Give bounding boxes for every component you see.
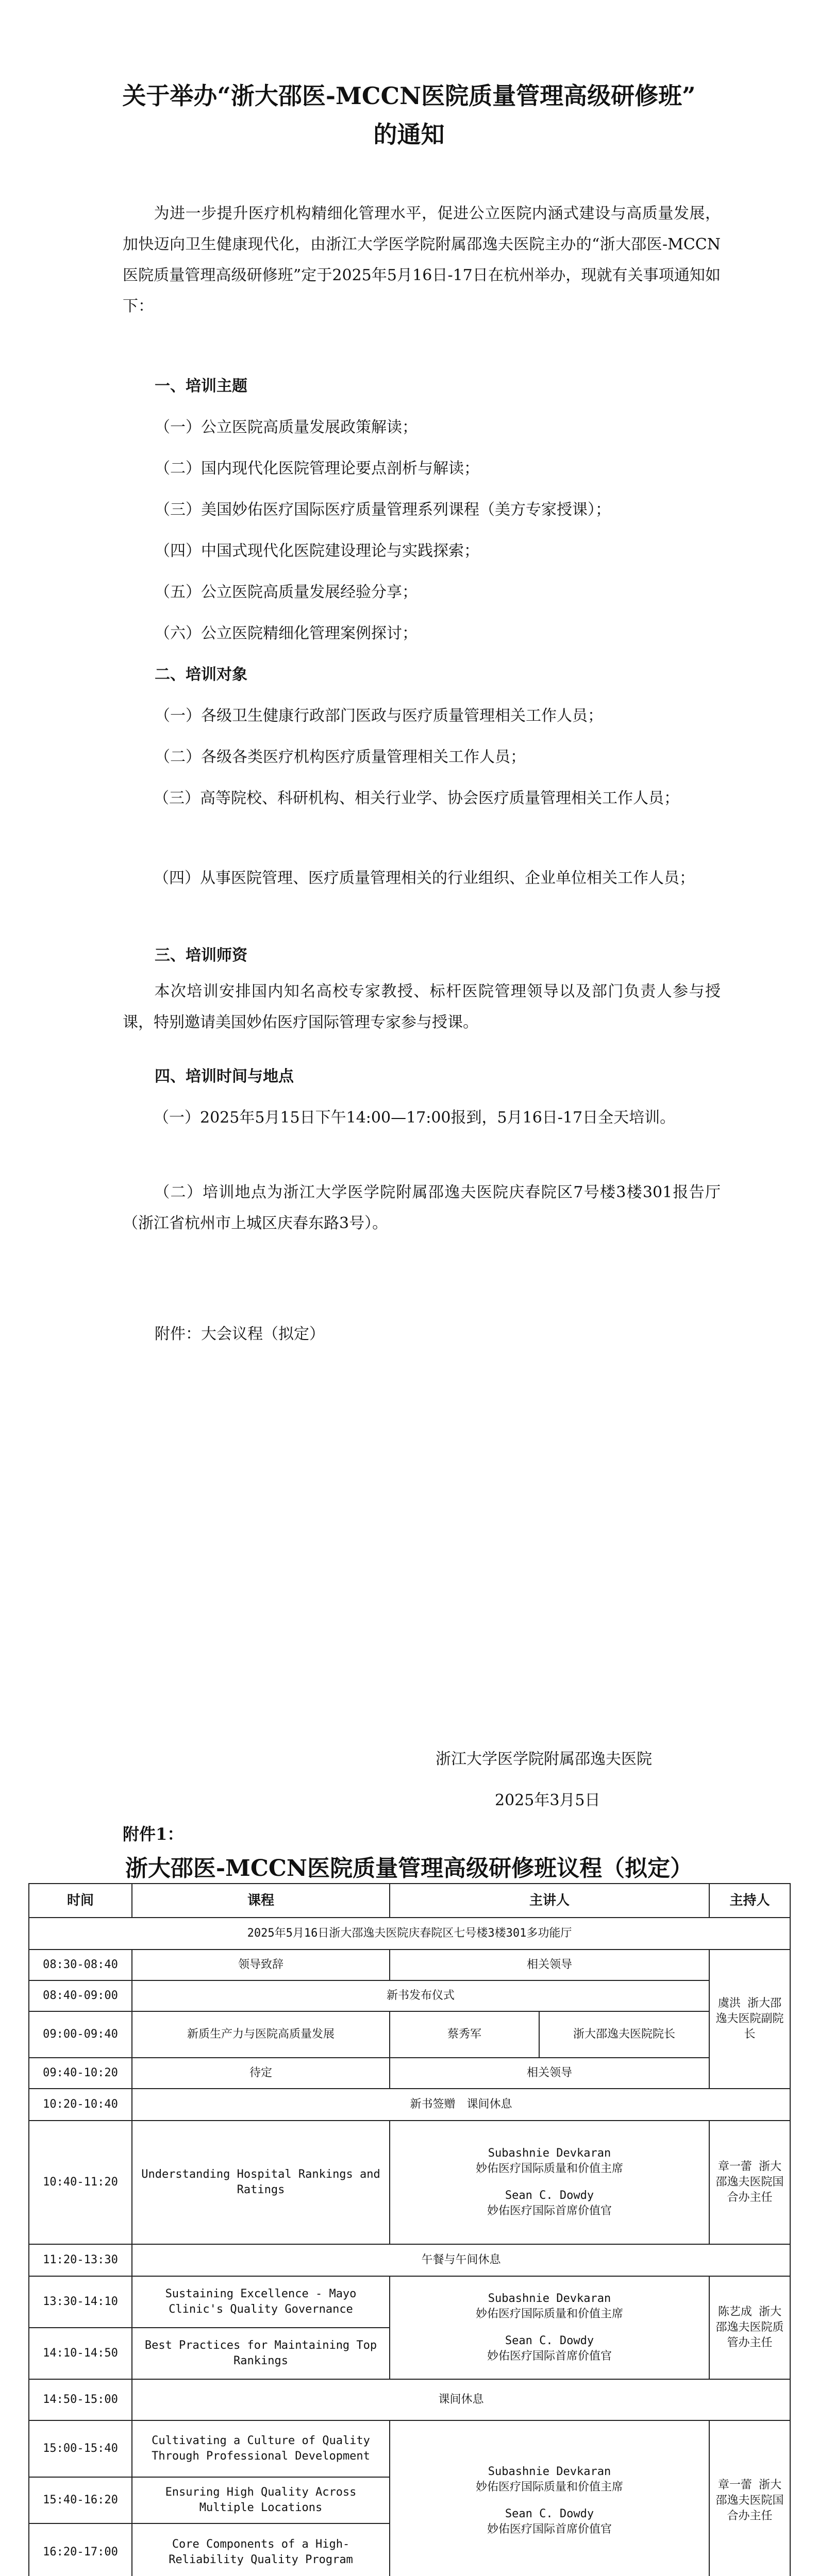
audience-item: （四）从事医院管理、医疗质量管理相关的行业组织、企业单位相关工作人员； [154, 869, 695, 887]
header-course: 课程 [132, 1884, 390, 1918]
table-row: 13:30-14:10 Sustaining Excellence - Mayo Clinic's Quality Governance Subashnie Devkaran 妙佑医疗国际质量和价值主席 Sean C. Dowdy 妙佑医疗国际首席价值官 陈艺成 浙大邵逸夫医院质管办主任 [29, 2276, 790, 2328]
signing-organization: 浙江大学医学院附属邵逸夫医院 [436, 1750, 652, 1768]
table-row: 11:20-13:30 午餐与午间休息 [29, 2244, 790, 2276]
venue-item: （二）培训地点为浙江大学医学院附属邵逸夫医院庆春院区7号楼3楼301报告厅（浙江省杭州市上城区庆春东路3号）。 [123, 1183, 721, 1232]
speaker-cell: Subashnie Devkaran 妙佑医疗国际质量和价值主席 Sean C. Dowdy 妙佑医疗国际首席价值官 [390, 2420, 709, 2576]
table-row: 10:40-11:20 Understanding Hospital Rankings and Ratings Subashnie Devkaran 妙佑医疗国际质量和价值主席 Sean C. Dowdy 妙佑医疗国际首席价值官 章一蕾 浙大邵逸夫医院国合办主任 [29, 2121, 790, 2244]
intro-text: 为进一步提升医疗机构精细化管理水平，促进公立医院内涵式建设与高质量发展，加快迈向卫生健康现代化，由浙江大学医学院附属邵逸夫医院主办的“浙大邵医-MCCN医院质量管理高级研修班”定于2025年5月16日-17日在杭州举办，现就有关事项通知如下： [123, 205, 721, 315]
table-row: 09:00-09:40 新质生产力与医院高质量发展 蔡秀军 浙大邵逸夫医院院长 [29, 2011, 790, 2058]
attachment-label: 附件1： [123, 1824, 184, 1844]
topic-item: （五）公立医院高质量发展经验分享； [155, 583, 418, 601]
topic-item: （三）美国妙佑医疗国际医疗质量管理系列课程（美方专家授课）； [155, 501, 611, 519]
audience-item: （三）高等院校、科研机构、相关行业学、协会医疗质量管理相关工作人员； [154, 789, 679, 807]
speaker-cell: Subashnie Devkaran 妙佑医疗国际质量和价值主席 Sean C. Dowdy 妙佑医疗国际首席价值官 [390, 2121, 709, 2244]
attachment-note: 附件：大会议程（拟定） [155, 1325, 325, 1343]
header-speaker: 主讲人 [390, 1884, 709, 1918]
signing-date: 2025年3月5日 [495, 1791, 600, 1809]
agenda-title: 浙大邵医-MCCN医院质量管理高级研修班议程（拟定） [125, 1855, 693, 1882]
section4-heading: 四、培训时间与地点 [155, 1067, 294, 1086]
document-title-line1: 关于举办“浙大邵医-MCCN医院质量管理高级研修班” [122, 82, 696, 110]
intro-paragraph [123, 198, 721, 322]
table-row: 09:40-10:20 待定 相关领导 [29, 2058, 790, 2089]
day1-banner: 2025年5月16日浙大邵逸夫医院庆春院区七号楼3楼301多功能厅 [29, 1918, 790, 1950]
speaker-cell: Subashnie Devkaran 妙佑医疗国际质量和价值主席 Sean C. Dowdy 妙佑医疗国际首席价值官 [390, 2276, 709, 2379]
header-time: 时间 [29, 1884, 132, 1918]
table-row: 08:30-08:40 领导致辞 相关领导 虞洪 浙大邵逸夫医院副院长 [29, 1950, 790, 1980]
faculty-paragraph: 本次培训安排国内知名高校专家教授、标杆医院管理领导以及部门负责人参与授课，特别邀请美国妙佑医疗国际管理专家参与授课。 [123, 982, 721, 1031]
audience-item: （一）各级卫生健康行政部门医政与医疗质量管理相关工作人员； [155, 707, 603, 725]
topic-item: （二）国内现代化医院管理论要点剖析与解读； [155, 460, 479, 478]
day1-host1: 虞洪 浙大邵逸夫医院副院长 [709, 1950, 790, 2089]
topic-item: （一）公立医院高质量发展政策解读； [155, 418, 418, 436]
topic-item: （四）中国式现代化医院建设理论与实践探索； [155, 542, 479, 560]
document-title-line2: 的通知 [373, 121, 445, 148]
section1-heading: 一、培训主题 [155, 377, 247, 395]
audience-item: （二）各级各类医疗机构医疗质量管理相关工作人员； [155, 748, 526, 766]
table-row: 15:00-15:40 Cultivating a Culture of Quality Through Professional Development Subashnie Devkaran 妙佑医疗国际质量和价值主席 Sean C. Dowdy 妙佑医疗国际首席价值官 章一蕾 浙大邵逸夫医院国合办主任 [29, 2420, 790, 2477]
table-row: 15:40-16:20 Ensuring High Quality Across Multiple Locations [29, 2477, 790, 2523]
header-host: 主持人 [709, 1884, 790, 1918]
section3-heading: 三、培训师资 [155, 946, 247, 964]
table-row: 14:50-15:00 课间休息 [29, 2379, 790, 2420]
table-row: 08:40-09:00 新书发布仪式 [29, 1980, 790, 2011]
agenda-table-day1 [28, 1883, 791, 2576]
day1-host4: 章一蕾 浙大邵逸夫医院国合办主任 [709, 2420, 790, 2576]
topic-item: （六）公立医院精细化管理案例探讨； [155, 624, 418, 642]
table-row: 16:20-17:00 Core Components of a High-Reliability Quality Program [29, 2523, 790, 2576]
day1-host2: 章一蕾 浙大邵逸夫医院国合办主任 [709, 2121, 790, 2244]
day1-host3: 陈艺成 浙大邵逸夫医院质管办主任 [709, 2276, 790, 2379]
schedule-item: （一）2025年5月15日下午14:00—17:00报到，5月16日-17日全天培训。 [154, 1109, 676, 1127]
section2-heading: 二、培训对象 [155, 666, 247, 684]
table-row: 14:10-14:50 Best Practices for Maintaining Top Rankings [29, 2328, 790, 2379]
table-row: 10:20-10:40 新书签赠 课间休息 [29, 2089, 790, 2121]
